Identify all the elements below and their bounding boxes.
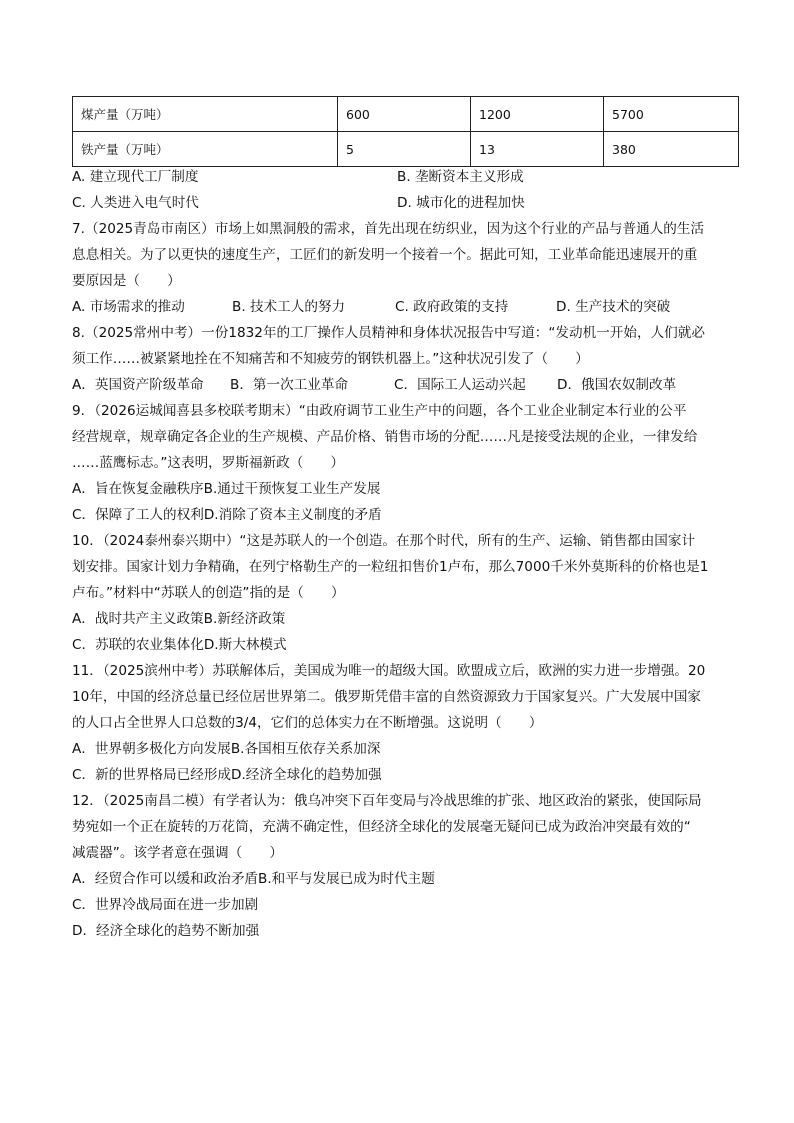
option-row xyxy=(72,372,738,398)
option-row: C．保障了工人的权利D.消除了资本主义制度的矛盾 xyxy=(72,507,382,523)
table-cell: 铁产量（万吨） xyxy=(73,132,338,167)
option-row: C．苏联的农业集体化D.斯大林模式 xyxy=(72,637,287,653)
question-text: 12．（2025南昌二模）有学者认为：俄乌冲突下百年变局与冷战思维的扩张、地区政治的紧张，使国际局 xyxy=(72,793,702,809)
table-row xyxy=(73,97,739,132)
option-row: A．旨在恢复金融秩序B.通过干预恢复工业生产发展 xyxy=(72,481,381,497)
option-c: C. 人类进入电气时代 xyxy=(72,195,199,211)
option-b: B．第一次工业革命 xyxy=(230,377,349,393)
option-a: A．英国资产阶级革命 xyxy=(72,377,204,393)
question-text: 减震器”。该学者意在强调（ ） xyxy=(72,845,283,861)
option-d: D. 城市化的进程加快 xyxy=(397,195,525,211)
question-text: 势宛如一个正在旋转的万花筒，充满不确定性，但经济全球化的发展毫无疑问已成为政治冲突最有效的“ xyxy=(72,819,691,835)
table-cell: 600 xyxy=(338,97,471,132)
question-text: 8.（2025常州中考）一份1832年的工厂操作人员精神和身体状况报告中写道：“发动机一开始，人们就必 xyxy=(72,325,705,341)
question-text: 的人口占全世界人口总数的3/4，它们的总体实力在不断增强。这说明（ ） xyxy=(72,715,543,731)
table-cell: 13 xyxy=(471,132,604,167)
table-cell: 煤产量（万吨） xyxy=(73,97,338,132)
production-table xyxy=(72,96,739,167)
option-a: A. 建立现代工厂制度 xyxy=(72,169,199,185)
option-row: C．世界冷战局面在进一步加剧 xyxy=(72,897,259,913)
option-row: A．战时共产主义政策B.新经济政策 xyxy=(72,611,286,627)
question-text: 卢布。”材料中“苏联人的创造”指的是（ ） xyxy=(72,585,345,601)
table-cell: 5 xyxy=(338,132,471,167)
question-text: 要原因是（ ） xyxy=(72,273,181,289)
option-c: C. 政府政策的支持 xyxy=(395,299,509,315)
question-text: 9．（2026运城闻喜县多校联考期末）“由政府调节工业生产中的问题，各个工业企业制定本行业的公平 xyxy=(72,403,687,419)
question-text: 划安排。国家计划力争精确，在列宁格勒生产的一粒纽扣售价1卢布，那么7000千米外莫斯科的价格也是1 xyxy=(72,559,709,575)
question-text: 须工作……被紧紧地拴在不知痛苦和不知疲劳的钢铁机器上。”这种状况引发了（ ） xyxy=(72,351,589,367)
option-d: D．俄国农奴制改革 xyxy=(557,377,677,393)
option-row xyxy=(72,294,738,320)
question-text: 10年，中国的经济总量已经位居世界第二。俄罗斯凭借丰富的自然资源致力于国家复兴。广大发展中国家 xyxy=(72,689,702,705)
option-row: A．世界朝多极化方向发展B.各国相互依存关系加深 xyxy=(72,741,381,757)
question-text: 10．（2024泰州泰兴期中）“这是苏联人的一个创造。在那个时代，所有的生产、运输、销售都由国家计 xyxy=(72,533,696,549)
table-cell: 1200 xyxy=(471,97,604,132)
option-row: A．经贸合作可以缓和政治矛盾B.和平与发展已成为时代主题 xyxy=(72,871,435,887)
question-text: 7.（2025青岛市南区）市场上如黑洞般的需求，首先出现在纺织业，因为这个行业的产品与普通人的生活 xyxy=(72,221,705,237)
option-b: B. 垄断资本主义形成 xyxy=(397,169,524,185)
question-text: 11．（2025滨州中考）苏联解体后，美国成为唯一的超级大国。欧盟成立后，欧洲的实力进一步增强。20 xyxy=(72,663,706,679)
option-a: A. 市场需求的推动 xyxy=(72,299,185,315)
question-text: 经营规章，规章确定各企业的生产规模、产品价格、销售市场的分配……凡是接受法规的企业，一律发给 xyxy=(72,429,698,445)
option-row xyxy=(72,164,738,190)
question-text: ……蓝鹰标志。”这表明，罗斯福新政（ ） xyxy=(72,455,345,471)
table-row xyxy=(73,132,739,167)
table-cell: 5700 xyxy=(604,97,739,132)
option-b: B. 技术工人的努力 xyxy=(232,299,346,315)
table-cell: 380 xyxy=(604,132,739,167)
option-d: D. 生产技术的突破 xyxy=(556,299,671,315)
option-row xyxy=(72,190,738,216)
option-row: C．新的世界格局已经形成D.经济全球化的趋势加强 xyxy=(72,767,382,783)
question-list xyxy=(72,164,738,944)
question-text: 息息相关。为了以更快的速度生产，工匠们的新发明一个接着一个。据此可知，工业革命能迅速展开的重 xyxy=(72,247,698,263)
option-c: C．国际工人运动兴起 xyxy=(394,377,526,393)
option-row: D．经济全球化的趋势不断加强 xyxy=(72,923,260,939)
